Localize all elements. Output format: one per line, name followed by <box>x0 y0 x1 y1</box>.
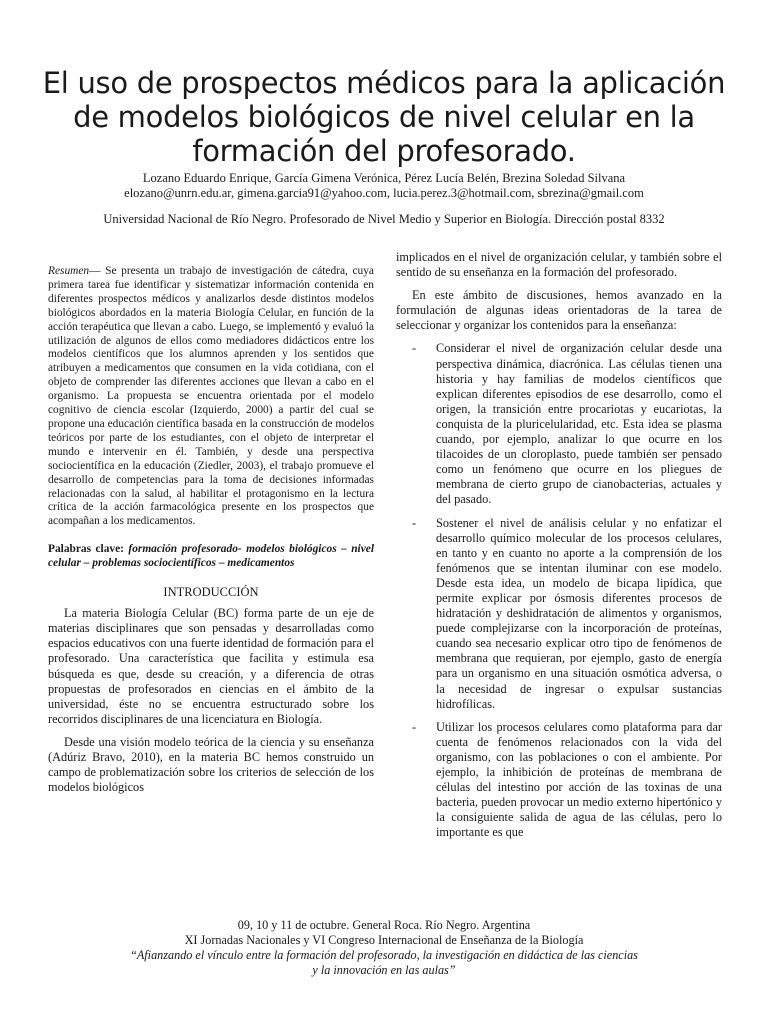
left-column <box>48 250 374 803</box>
keywords-values: formación profesorado- modelos biológicos – nivel celular – problemas sociocientíficos – medicamentos <box>48 543 374 570</box>
bullet-dash: - <box>412 515 417 530</box>
right-column <box>396 250 722 848</box>
keywords-label: Palabras clave: <box>48 543 124 556</box>
abstract <box>48 265 374 529</box>
intro-paragraph: La materia Biología Celular (BC) forma parte de un eje de materias disciplinares que son pensadas y desarrolladas como espacios educativos con una fuerte identidad de formación para el profesorado. Una característica que facilita y estimula esa búsqueda es que, desde su creación, y a diferencia de otras propuestas de profesorados en ciencias en el ámbito de la universidad, éste no se encuentra estructurado sobre los recorridos disciplinares de una licenciatura en Biología. <box>48 606 374 726</box>
footer-slogan: “Afianzando el vínculo entre la formación del profesorado, la investigación en didáctica de las ciencias <box>130 948 638 962</box>
page-footer <box>20 918 748 978</box>
abstract-label: Resumen <box>48 265 90 277</box>
list-item-text: Considerar el nivel de organización celular desde una perspectiva dinámica, diacrónica. Las células tienen una historia y hay familias de modelos científicos que explican diferentes episodios de ese desarrollo, como el origen, la transición entre procariotas y eucariotas, la conquista de la pluricelularidad, etc. Esta idea se plasma cuando, por ejemplo, analizar lo que ocurre en los tilacoides de un cloroplasto, puede también ser pensado como un fenómeno que ocurre en los pliegues de membrana de cierto grupo de cianobacterias, actuales y del pasado. <box>436 341 722 507</box>
keywords <box>48 543 374 571</box>
section-heading-introduccion: INTRODUCCIÓN <box>163 585 259 600</box>
list-item-text: Utilizar los procesos celulares como plataforma para dar cuenta de fenómenos relacionados con la vida del organismo, con las poblaciones o con el ambiente. Por ejemplo, la inhibición de proteínas de membrana de células del intestino por acción de las toxinas de una bacteria, pueden provocar un medio externo hipertónico y la consiguiente salida de agua de las células, pero lo importante es que <box>436 719 722 840</box>
affiliation: Universidad Nacional de Río Negro. Profesorado de Nivel Medio y Superior en Biología. Dirección postal 8332 <box>103 212 665 226</box>
footer-event: XI Jornadas Nacionales y VI Congreso Internacional de Enseñanza de la Biología <box>184 933 584 947</box>
list-item <box>396 341 722 507</box>
bullet-dash: - <box>412 719 417 734</box>
author-emails: elozano@unrn.edu.ar, gimena.garcia91@yahoo.com, lucia.perez.3@hotmail.com, sbrezina@gmail.com <box>124 186 644 200</box>
abstract-text: — Se presenta un trabajo de investigación de cátedra, cuya primera tarea fue identificar y sistematizar información contenida en diferentes prospectos médicos y analizarlos desde distintos modelos biológicos abordados en la materia Biología Celular, en función de la acción terapéutica que llevan a cabo. Luego, se implementó y evaluó la utilización de algunos de ellos como mediadores didácticos entre los modelos científicos que los alumnos aprenden y los sentidos que atribuyen a medicamentos que consumen en la vida cotidiana, con el objeto de comprender las diferentes acciones que llevan a cabo en el organismo. La propuesta se encuentra orientada por el modelo cognitivo de ciencia escolar (Izquierdo, 2000) a partir del cual se propone una educación científica basada en la construcción de modelos teóricos por parte de los estudiantes, con el objeto de interpretar el mundo e intervenir en él. También, y desde una perspectiva sociocientífica en la educación (Ziedler, 2003), el trabajo promueve el desarrollo de competencias para la toma de decisiones informadas relacionadas con la salud, al habilitar el protagonismo en la lectura crítica de la acción farmacológica presente en los prospectos que acompañan a los medicamentos. <box>48 265 374 528</box>
body-paragraph: En este ámbito de discusiones, hemos avanzado en la formulación de algunas ideas orientadoras de la tarea de seleccionar y organizar los contenidos para la enseñanza: <box>396 288 722 333</box>
footer-date-place: 09, 10 y 11 de octubre. General Roca. Río Negro. Argentina <box>237 918 531 932</box>
author-list: Lozano Eduardo Enrique, García Gimena Verónica, Pérez Lucía Belén, Brezina Soledad Silvana <box>142 171 626 185</box>
paper-title: El uso de prospectos médicos para la aplicación de modelos biológicos de nivel celular en la formación del profesorado. <box>42 66 726 168</box>
bullet-list <box>396 341 722 840</box>
intro-paragraph: Desde una visión modelo teórica de la ciencia y su enseñanza (Adúriz Bravo, 2010), en la materia BC hemos construido un campo de problematización sobre los criterios de selección de los modelos biológicos <box>48 734 374 795</box>
bullet-dash: - <box>412 341 417 356</box>
footer-slogan-cont: y la innovación en las aulas” <box>312 963 456 977</box>
list-item <box>396 516 722 712</box>
list-item-text: Sostener el nivel de análisis celular y no enfatizar el desarrollo químico molecular de los procesos celulares, en tanto y en cuanto no aporte a la comprensión de los fenómenos que se intentan iluminar con ese modelo. Desde esta idea, un modelo de bicapa lipídica, que permite explicar por ósmosis diferentes procesos de hidratación y deshidratación de alimentos y organismos, puede complejizarse con la incorporación de proteínas, cuando sea necesario explicar otro tipo de fenómenos de membrana que requieran, por ejemplo, gasto de energía para un organismo en una situación osmótica adversa, o la necesidad de ingresar o expulsar sustancias hidrofílicas. <box>436 515 722 711</box>
body-paragraph: implicados en el nivel de organización celular, y también sobre el sentido de su enseñanza en la formación del profesorado. <box>396 250 722 280</box>
list-item <box>396 720 722 841</box>
